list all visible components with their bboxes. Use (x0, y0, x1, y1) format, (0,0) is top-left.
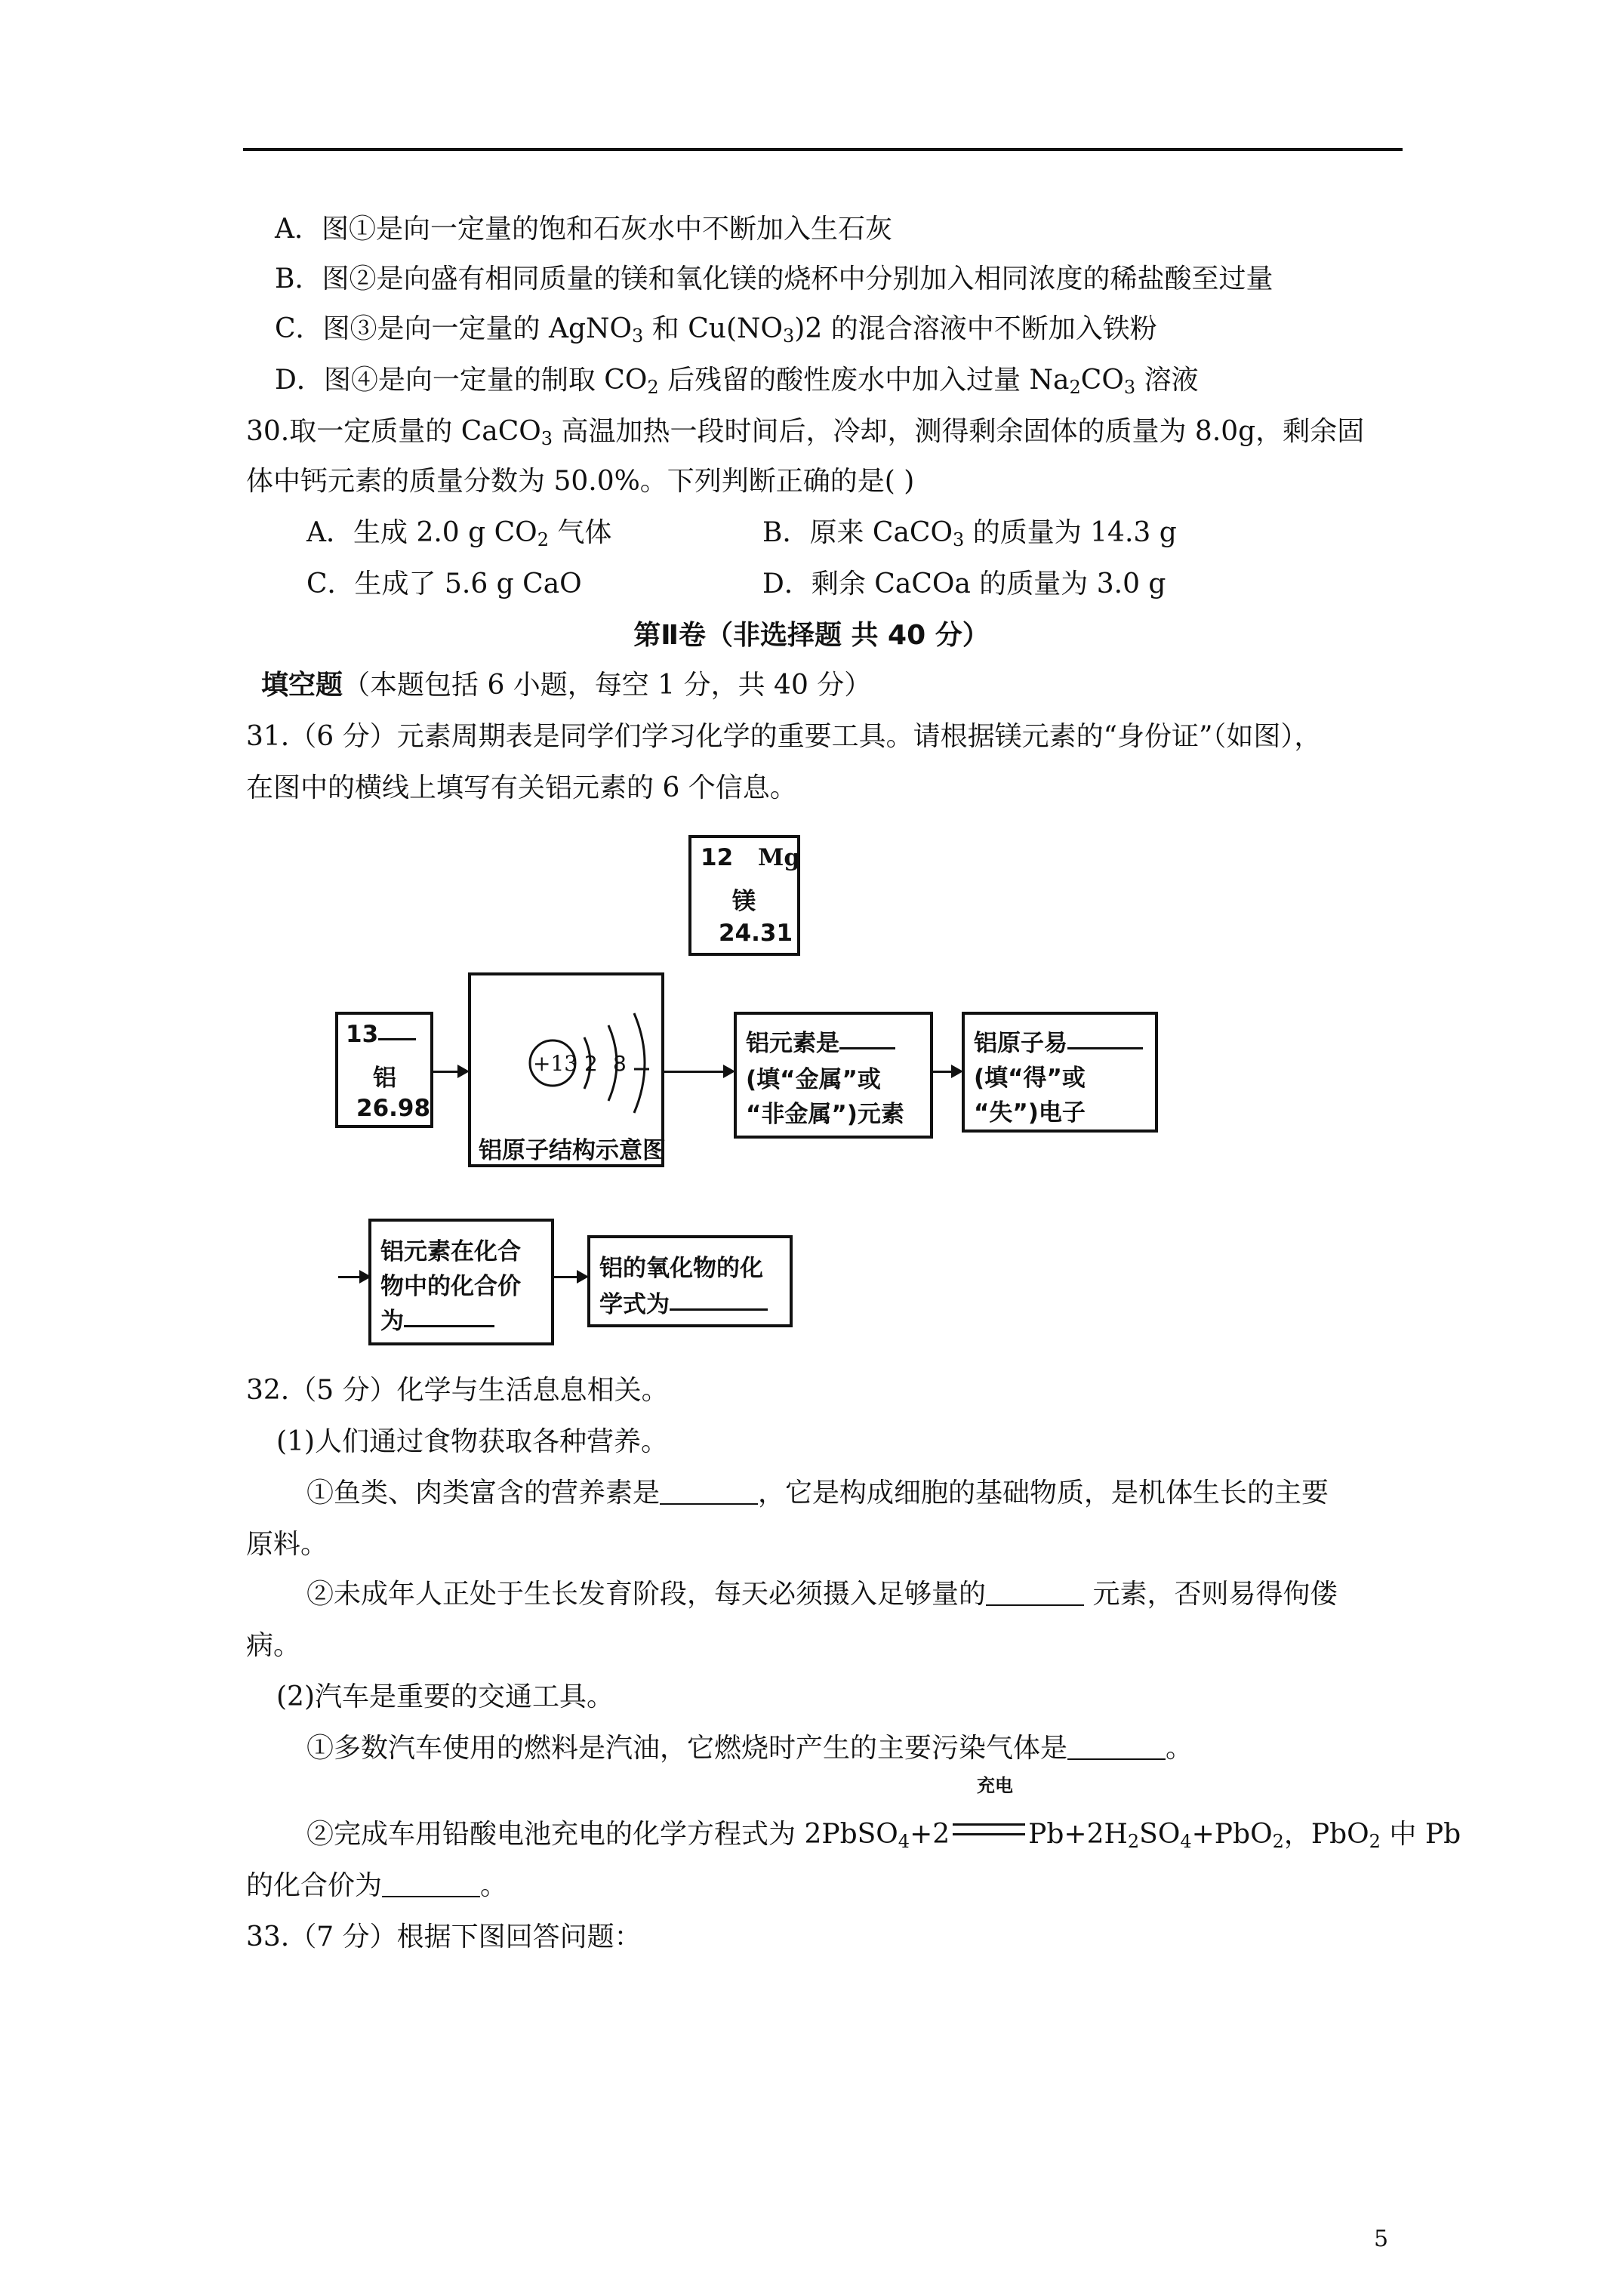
electron-box-line2: (填“得”或 (974, 1065, 1086, 1092)
metal-type-box (734, 1012, 933, 1139)
shell-1-electrons: 2 (584, 1051, 598, 1076)
electron-gain-loss-box (962, 1012, 1158, 1133)
q30-option-d: D．剩余 CaCOa 的质量为 3.0 g (762, 569, 1166, 599)
q29-option-d: D．图④是向一定量的制取 $CO_2$ 后残留的酸性废水中加入过量 $Na_2CO_3$ 溶液 (275, 365, 1199, 398)
shell-2-electrons: 8 (613, 1051, 627, 1076)
arrow-valence-to-oxide (554, 1276, 586, 1278)
arrow-structure-to-metal (664, 1071, 732, 1073)
q29-option-c: C．图③是向一定量的 AgNO$_3$ 和 $Cu(NO_3)2$ 的混合溶液中不断加入铁粉 (275, 313, 1157, 347)
q32-part2b-cont: 的化合价为 。 (246, 1870, 508, 1901)
electron-box-line1: 铝原子易 (974, 1024, 1143, 1058)
header-rule (243, 148, 1403, 151)
al-atomic-number: 13 (346, 1021, 416, 1048)
mg-symbol: Mg (758, 844, 800, 871)
equation-equals-sign (953, 1823, 1025, 1835)
fill-in-instructions: 填空题（本题包括 6 小题，每空 1 分，共 40 分） (261, 670, 872, 701)
q31-stem-line2: 在图中的横线上填写有关铝元素的 6 个信息。 (246, 772, 797, 803)
q29-option-a: A．图①是向一定量的饱和石灰水中不断加入生石灰 (275, 214, 892, 245)
reaction-condition: 充电 (977, 1775, 1013, 1796)
q30-stem-line2: 体中钙元素的质量分数为 50.0%。下列判断正确的是( ) (246, 466, 915, 497)
q30-option-a: A．生成 2.0 g $CO_2$ 气体 (306, 517, 612, 550)
page-number: 5 (1374, 2226, 1389, 2252)
q32-part1b: ②未成年人正处于生长发育阶段，每天必须摄入足够量的 元素，否则易得佝偻 (306, 1579, 1338, 1610)
nucleus-charge: +13 (533, 1051, 578, 1076)
oxide-box-line1: 铝的氧化物的化 (599, 1255, 763, 1282)
arrow-al-to-structure (433, 1071, 467, 1073)
valence-box-line1: 铝元素在化合 (380, 1238, 521, 1265)
q32-part1a: ①鱼类、肉类富含的营养素是 ，它是构成细胞的基础物质，是机体生长的主要 (306, 1478, 1329, 1509)
q30-stem-line1: 30.取一定质量的 CaCO$_3$ 高温加热一段时间后，冷却，测得剩余固体的质量为 8.0g，剩余固 (246, 416, 1365, 449)
metal-box-line1: 铝元素是 (746, 1024, 895, 1058)
q31-stem-line1: 31.（6 分）元素周期表是同学们学习化学的重要工具。请根据镁元素的“身份证”（如图）， (246, 721, 1322, 752)
mg-atomic-number: 12 (701, 844, 734, 871)
q30-option-c: C．生成了 5.6 g CaO (306, 569, 582, 599)
arrow-metal-to-electron (933, 1071, 960, 1073)
mg-element-card (688, 835, 800, 956)
oxide-formula-box (587, 1235, 793, 1327)
al-name: 铝 (373, 1065, 396, 1092)
mg-atomic-mass: 24.31 (719, 920, 793, 947)
structure-caption: 铝原子结构示意图 (479, 1137, 666, 1164)
al-structure-box (468, 972, 664, 1167)
q33-title: 33.（7 分）根据下图回答问题： (246, 1922, 642, 1952)
q32-part2a: ①多数汽车使用的燃料是汽油，它燃烧时产生的主要污染气体是 。 (306, 1733, 1193, 1764)
arrow-into-valence (338, 1276, 368, 1278)
mg-name: 镁 (732, 888, 756, 915)
q32-part2: (2)汽车是重要的交通工具。 (276, 1681, 614, 1712)
valence-box (368, 1219, 554, 1345)
oxide-box-line2: 学式为 (599, 1285, 768, 1319)
metal-box-line2: (填“金属”或 (746, 1066, 881, 1093)
metal-box-line3: “非金属”)元素 (746, 1101, 904, 1128)
q32-part1b-cont: 病。 (246, 1630, 301, 1661)
valence-box-line3: 为 (380, 1302, 494, 1336)
al-atomic-mass: 26.98 (356, 1095, 431, 1122)
shell-arc-3 (634, 1013, 645, 1113)
q32-part1a-cont: 原料。 (246, 1529, 328, 1560)
q30-option-b: B．原来 CaCO$_3$ 的质量为 14.3 g (762, 517, 1177, 550)
q32-title: 32.（5 分）化学与生活息息相关。 (246, 1375, 669, 1406)
valence-box-line2: 物中的化合价 (380, 1273, 521, 1300)
electron-box-line3: “失”)电子 (974, 1099, 1086, 1126)
q32-part1: (1)人们通过食物获取各种营养。 (276, 1426, 668, 1457)
section-title: 第Ⅱ卷（非选择题 共 40 分） (633, 620, 990, 651)
q32-part2b: ②完成车用铅酸电池充电的化学方程式为 2PbSO$_4$+2 $Pb+2H_2SO_4+PbO_2$，PbO$_2$ 中 Pb (306, 1819, 1461, 1852)
al-element-card (335, 1012, 433, 1128)
q29-option-b: B．图②是向盛有相同质量的镁和氧化镁的烧杯中分别加入相同浓度的稀盐酸至过量 (275, 264, 1273, 294)
